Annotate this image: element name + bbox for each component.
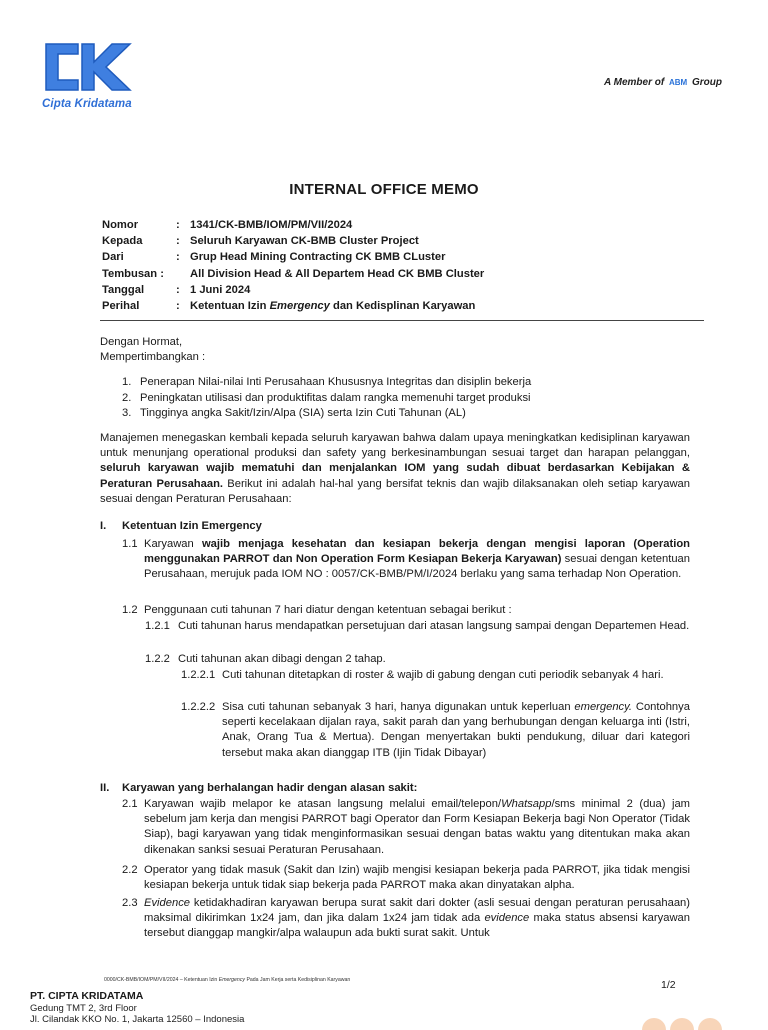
item-1-2-2-2 bbox=[181, 700, 690, 761]
item-number: 1.2.2 bbox=[145, 653, 170, 665]
item-1-2-2 bbox=[145, 652, 690, 667]
section-title: Ketentuan Izin Emergency bbox=[122, 520, 262, 532]
item-2-3 bbox=[122, 896, 690, 942]
section-1-heading bbox=[100, 519, 262, 534]
header-key: Tembusan : bbox=[102, 267, 164, 280]
section-number: II. bbox=[100, 782, 110, 794]
item-text-part: sesuai dengan ketentuan Perusahaan, merujuk pada IOM NO : 0057/CK-BMB/PM/I/2024 berlaku yang sama terhadap Non Operation. bbox=[144, 553, 690, 581]
item-text: Penggunaan cuti tahunan 7 hari diatur dengan ketentuan sebagai berikut : bbox=[144, 604, 512, 616]
address-line-2: Jl. Cilandak KKO No. 1, Jakarta 12560 – Indonesia bbox=[30, 1014, 245, 1025]
header-value: 1 Juni 2024 bbox=[190, 283, 251, 296]
item-text-part: /sms minimal 2 (dua) jam sebelum jam kerja dan mengisi PARROT bagi Operator dan Form Kesiapan Bekerja bagi Non Operator (Tidak Siap), bagi karyawan yang tidak menginformasikan sesuai dengan batas waktu yang ditentukan maka akan dikenakan sanksi sesuai Peraturan Perusahaan. bbox=[144, 798, 690, 856]
item-1-1 bbox=[122, 537, 690, 583]
intro-text-end: Berikut ini adalah hal-hal yang bersifat teknis dan wajib dilaksanakan oleh setiap karyawan sesuai dengan Peraturan Perusahaan: bbox=[100, 477, 690, 505]
intro-text: Manajemen menegaskan kembali kepada seluruh karyawan bahwa dalam upaya meningkatkan kedisiplinan karyawan untuk menunjang operational produksi dan safety yang berkesinambungan sesuai target dan harapan pelanggan, bbox=[100, 432, 690, 460]
section-2-heading bbox=[100, 781, 417, 796]
subject-text: Ketentuan Izin bbox=[190, 299, 270, 312]
item-number: 1.2.2.1 bbox=[181, 669, 216, 681]
reasons-list bbox=[122, 375, 692, 422]
logo-text: Cipta Kridatama bbox=[42, 98, 132, 110]
item-text: Cuti tahunan akan dibagi dengan 2 tahap. bbox=[178, 653, 386, 665]
list-item bbox=[122, 391, 692, 407]
item-1-2 bbox=[122, 603, 690, 618]
company-logo bbox=[42, 38, 142, 112]
certification-badges-icon bbox=[640, 1016, 760, 1030]
header-value: Grup Head Mining Contracting CK BMB CLuster bbox=[190, 251, 446, 264]
intro-paragraph bbox=[100, 431, 690, 507]
item-number: 2.1 bbox=[122, 798, 138, 810]
item-text: Cuti tahunan ditetapkan di roster & wajib di gabung dengan cuti periodik sebanyak 4 hari. bbox=[222, 669, 664, 681]
footer-ref-text: 0000/CK-BMB/IOM/PM/VII/2024 – Ketentuan Izin bbox=[104, 977, 219, 983]
list-text: Peningkatan utilisasi dan produktifitas dalam rangka memenuhi target produksi bbox=[140, 391, 531, 404]
header-key: Tanggal bbox=[102, 283, 145, 296]
item-text-bold: wajib menjaga kesehatan dan kesiapan bekerja dengan mengisi laporan (Operation menggunakan PARROT dan Non Operation Form Kesiapan Bekerja Karyawan) bbox=[144, 538, 690, 566]
header-sep: : bbox=[176, 299, 180, 312]
footer-address bbox=[30, 1003, 244, 1025]
header-key: Perihal bbox=[102, 299, 140, 312]
header-sep bbox=[176, 267, 190, 283]
member-prefix: A Member of bbox=[604, 77, 665, 88]
footer-ref-emphasis: Emergency bbox=[218, 977, 246, 983]
header-sep: : bbox=[176, 283, 180, 296]
considering-label: Mempertimbangkan : bbox=[100, 351, 206, 363]
item-text-emphasis: Evidence bbox=[144, 897, 191, 909]
section-title: Karyawan yang berhalangan hadir dengan alasan sakit: bbox=[122, 782, 418, 794]
header-key: Kepada bbox=[102, 235, 143, 248]
item-text-part: maka status absensi karyawan tersebut dianggap mangkir/alpa walaupun ada bukti surat sakit. Untuk bbox=[144, 912, 690, 940]
item-text-emphasis: evidence bbox=[484, 912, 530, 925]
list-number: 3. bbox=[122, 407, 132, 419]
section-number: I. bbox=[100, 520, 107, 532]
address-line-1: Gedung TMT 2, 3rd Floor bbox=[30, 1003, 137, 1014]
item-number: 2.2 bbox=[122, 864, 138, 876]
header-key: Dari bbox=[102, 251, 124, 264]
footer-ref-text-end: Pada Jam Kerja serta Kedisiplinan Karyawan bbox=[245, 977, 351, 983]
item-text-part: ketidakhadiran karyawan berupa surat sakit dari dokter (asli sesuai dengan peraturan perusahaan) maksimal dikirimkan 1x24 jam, dan jika dalam 1x24 jam tidak ada bbox=[144, 897, 690, 925]
item-2-2 bbox=[122, 863, 690, 893]
item-text bbox=[144, 896, 690, 942]
item-number: 1.2.2.2 bbox=[181, 701, 216, 713]
header-value: 1341/CK-BMB/IOM/PM/VII/2024 bbox=[190, 219, 353, 231]
subject-text-end: dan Kedisplinan Karyawan bbox=[329, 299, 476, 312]
memo-header bbox=[102, 218, 702, 315]
item-number: 1.2 bbox=[122, 604, 138, 616]
header-sep: : bbox=[176, 235, 180, 248]
header-row-perihal bbox=[102, 299, 702, 315]
item-text-part: Contohnya seperti kecelakaan dijalan raya, sakit parah dan yang berhubungan dengan keluarga inti (Istri, Anak, Orang Tua & Mertua). Dengan menyertakan bukti pendukung, diluar dari kategori tersebut maka akan dianggap ITB (Ijin Tidak Dibayar) bbox=[222, 701, 690, 759]
item-text bbox=[144, 797, 690, 858]
header-value: All Division Head & All Departem Head CK BMB Cluster bbox=[190, 267, 485, 280]
member-suffix: Group bbox=[692, 77, 722, 88]
header-row-nomor bbox=[102, 218, 702, 234]
list-item bbox=[122, 406, 692, 422]
subject-emphasis: Emergency bbox=[269, 299, 330, 312]
header-row-kepada bbox=[102, 234, 702, 250]
item-text-part: Karyawan wajib melapor ke atasan langsung melalui email/telepon/ bbox=[144, 798, 502, 810]
item-text bbox=[222, 700, 690, 761]
item-text-part: Sisa cuti tahunan sebanyak 3 hari, hanya digunakan untuk keperluan bbox=[222, 701, 575, 713]
item-number: 1.2.1 bbox=[145, 620, 170, 632]
header-sep: : bbox=[176, 219, 180, 231]
item-text: Cuti tahunan harus mendapatkan persetujuan dari atasan langsung sampai dengan Departemen Head. bbox=[178, 620, 690, 632]
header-row-dari bbox=[102, 250, 702, 266]
intro-bold: seluruh karyawan wajib mematuhi dan menjalankan IOM yang sudah dibuat berdasarkan Kebijakan & Peraturan Perusahaan. bbox=[100, 462, 690, 490]
list-number: 1. bbox=[122, 376, 132, 388]
footer-company: PT. CIPTA KRIDATAMA bbox=[30, 990, 144, 1002]
item-1-2-1 bbox=[145, 619, 690, 634]
item-2-1 bbox=[122, 797, 690, 858]
header-sep: : bbox=[176, 251, 180, 264]
list-item bbox=[122, 375, 692, 391]
list-text: Tingginya angka Sakit/Izin/Alpa (SIA) serta Izin Cuti Tahunan (AL) bbox=[140, 407, 466, 419]
item-1-2-2-1 bbox=[181, 668, 690, 683]
header-key: Nomor bbox=[102, 219, 139, 231]
header-value bbox=[190, 299, 702, 315]
list-text: Penerapan Nilai-nilai Inti Perusahaan Khususnya Integritas dan disiplin bekerja bbox=[140, 376, 532, 388]
item-text-emphasis: Whatsapp bbox=[501, 798, 552, 810]
header-row-tanggal bbox=[102, 283, 702, 299]
item-text-emphasis: emergency. bbox=[574, 701, 633, 713]
page-number: 1/2 bbox=[661, 979, 676, 991]
item-text: Operator yang tidak masuk (Sakit dan Izin) wajib mengisi kesiapan bekerja pada PARROT, jika tidak mengisi kesiapan bekerja untuk tidak siap bekerja pada PARROT maka akan dinyatakan alpha. bbox=[144, 864, 690, 892]
header-row-tembusan bbox=[102, 267, 702, 283]
footer-reference bbox=[104, 977, 424, 984]
header-value: Seluruh Karyawan CK-BMB Cluster Project bbox=[190, 235, 419, 248]
ck-logo-icon bbox=[42, 38, 138, 96]
group-logo: ABM bbox=[669, 78, 688, 87]
item-text-part: Karyawan bbox=[144, 538, 202, 550]
member-of-group bbox=[604, 75, 722, 90]
item-text bbox=[144, 537, 690, 583]
item-number: 1.1 bbox=[122, 538, 138, 550]
page-title: INTERNAL OFFICE MEMO bbox=[289, 181, 479, 198]
item-number: 2.3 bbox=[122, 897, 138, 909]
header-divider bbox=[100, 320, 704, 321]
greeting: Dengan Hormat, bbox=[100, 336, 183, 348]
list-number: 2. bbox=[122, 391, 132, 404]
